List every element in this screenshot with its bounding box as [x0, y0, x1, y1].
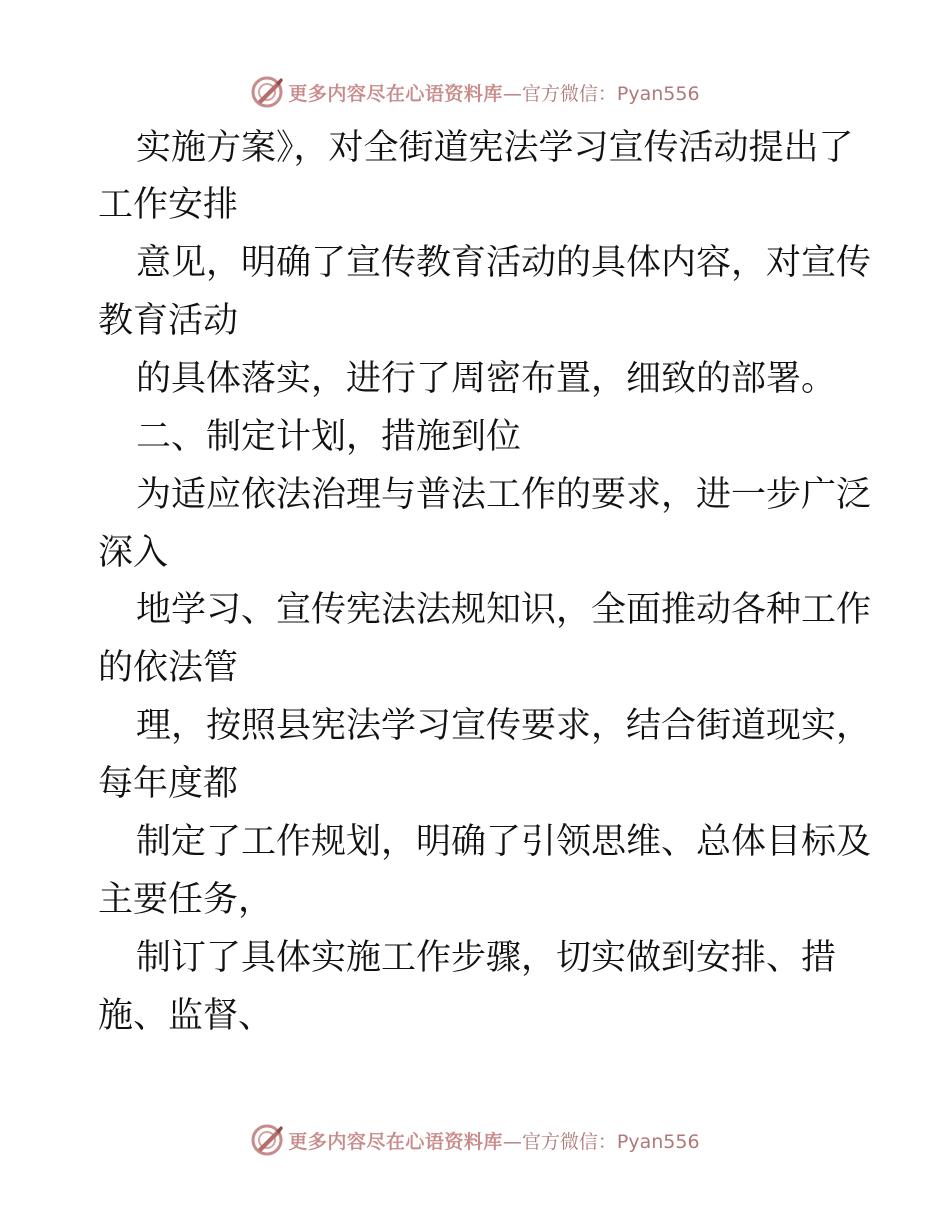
text-line: 每年度都: [98, 764, 239, 804]
text-line: 的具体落实，进行了周密布置，细致的部署。: [136, 359, 837, 399]
pen-logo-icon: [250, 1123, 284, 1157]
header-watermark-text: 更多内容尽在心语资料库: [288, 82, 503, 105]
text-line: 制订了具体实施工作步骤，切实做到安排、措: [136, 938, 837, 978]
header-watermark-banner: [0, 72, 950, 112]
text-line: 地学习、宣传宪法法规知识，全面推动各种工作: [136, 590, 872, 630]
text-line: 意见，明确了宣传教育活动的具体内容，对宣传: [136, 243, 872, 283]
footer-watermark-banner: [0, 1120, 950, 1160]
section-heading: 二、制定计划，措施到位: [136, 417, 522, 457]
text-line: 施、监督、: [98, 996, 274, 1036]
text-line: 理，按照县宪法学习宣传要求，结合街道现实，: [136, 706, 872, 746]
text-line: 实施方案》，对全街道宪法学习宣传活动提出了: [136, 128, 854, 168]
text-line: 为适应依法治理与普法工作的要求，进一步广泛: [136, 475, 872, 515]
header-watermark-contact: —官方微信：Pyan556: [502, 82, 700, 105]
footer-watermark-text: 更多内容尽在心语资料库: [288, 1130, 503, 1153]
text-line: 主要任务，: [98, 880, 274, 920]
text-line: 的依法管: [98, 648, 239, 688]
text-line: 深入: [98, 533, 169, 573]
text-line: 工作安排: [98, 185, 239, 225]
footer-watermark-contact: —官方微信：Pyan556: [502, 1130, 700, 1153]
pen-logo-icon: [250, 75, 284, 109]
text-line: 制定了工作规划，明确了引领思维、总体目标及: [136, 822, 872, 862]
text-line: 教育活动: [98, 301, 239, 341]
